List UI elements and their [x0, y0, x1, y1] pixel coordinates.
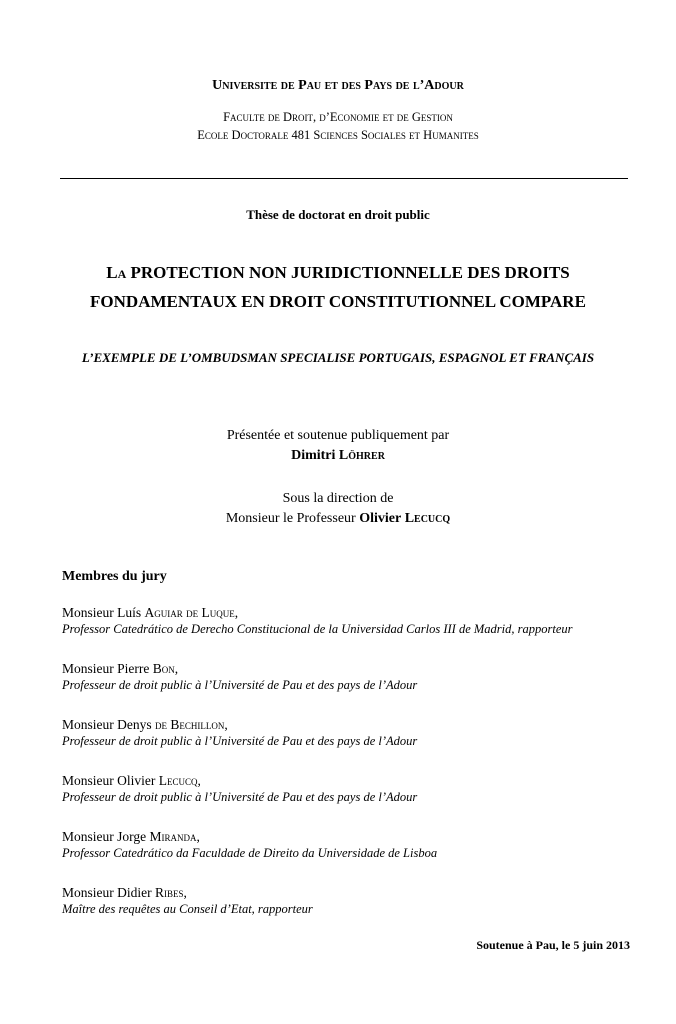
direction-label: Sous la direction de [282, 491, 394, 506]
jury-member-role: Professeur de droit public à l’Université de Pau et des pays de l’Adour [62, 734, 418, 748]
jury-member-name: Monsieur Luís Aguiar de Luque, [62, 605, 239, 620]
jury-member-name: Monsieur Pierre Bon, [62, 661, 179, 676]
jury-member-role: Professeur de droit public à l’Université de Pau et des pays de l’Adour [62, 790, 418, 804]
jury-member [62, 660, 662, 694]
faculty-name: Faculte de Droit, d’Economie et de Gestion [223, 110, 453, 124]
jury-member [62, 828, 662, 862]
jury-heading: Membres du jury [62, 569, 167, 584]
header-divider [60, 178, 628, 179]
director-line [0, 511, 676, 527]
jury-member [62, 716, 662, 750]
doctoral-school-name: Ecole Doctorale 481 Sciences Sociales et Humanites [197, 128, 479, 142]
jury-member [62, 884, 662, 918]
author-first-name: Dimitri [291, 448, 336, 463]
jury-member [62, 772, 662, 806]
thesis-title-line-2: FONDAMENTAUX EN DROIT CONSTITUTIONNEL COMPARE [90, 292, 586, 311]
defense-date: Soutenue à Pau, le 5 juin 2013 [476, 938, 630, 952]
jury-member-role: Professor Catedrático da Faculdade de Direito da Universidade de Lisboa [62, 846, 438, 860]
jury-member-role: Maître des requêtes au Conseil d’Etat, rapporteur [62, 902, 313, 916]
author-name [0, 448, 676, 464]
thesis-type: Thèse de doctorat en droit public [246, 207, 430, 222]
jury-member-name: Monsieur Didier Ribes, [62, 885, 187, 900]
director-first-name: Olivier [359, 511, 402, 526]
university-name: Universite de Pau et des Pays de l’Adour [212, 78, 464, 93]
director-last-name: Lecucq [404, 511, 451, 526]
jury-member-role: Professor Catedrático de Derecho Constitucional de la Universidad Carlos III de Madrid, rapporteur [62, 622, 573, 636]
jury-member [62, 604, 662, 638]
author-last-name: Löhrer [338, 448, 385, 463]
jury-member-name: Monsieur Denys de Bechillon, [62, 717, 228, 732]
presented-by-label: Présentée et soutenue publiquement par [226, 428, 450, 443]
thesis-title-line-1: La PROTECTION NON JURIDICTIONNELLE DES DROITS [106, 263, 570, 282]
jury-member-name: Monsieur Olivier Lecucq, [62, 773, 201, 788]
director-prefix: Monsieur le Professeur [225, 511, 356, 526]
jury-member-name: Monsieur Jorge Miranda, [62, 829, 200, 844]
jury-member-role: Professeur de droit public à l’Université de Pau et des pays de l’Adour [62, 678, 418, 692]
thesis-subtitle: L’EXEMPLE DE L’OMBUDSMAN SPECIALISE PORTUGAIS, ESPAGNOL ET FRANÇAIS [81, 350, 595, 365]
